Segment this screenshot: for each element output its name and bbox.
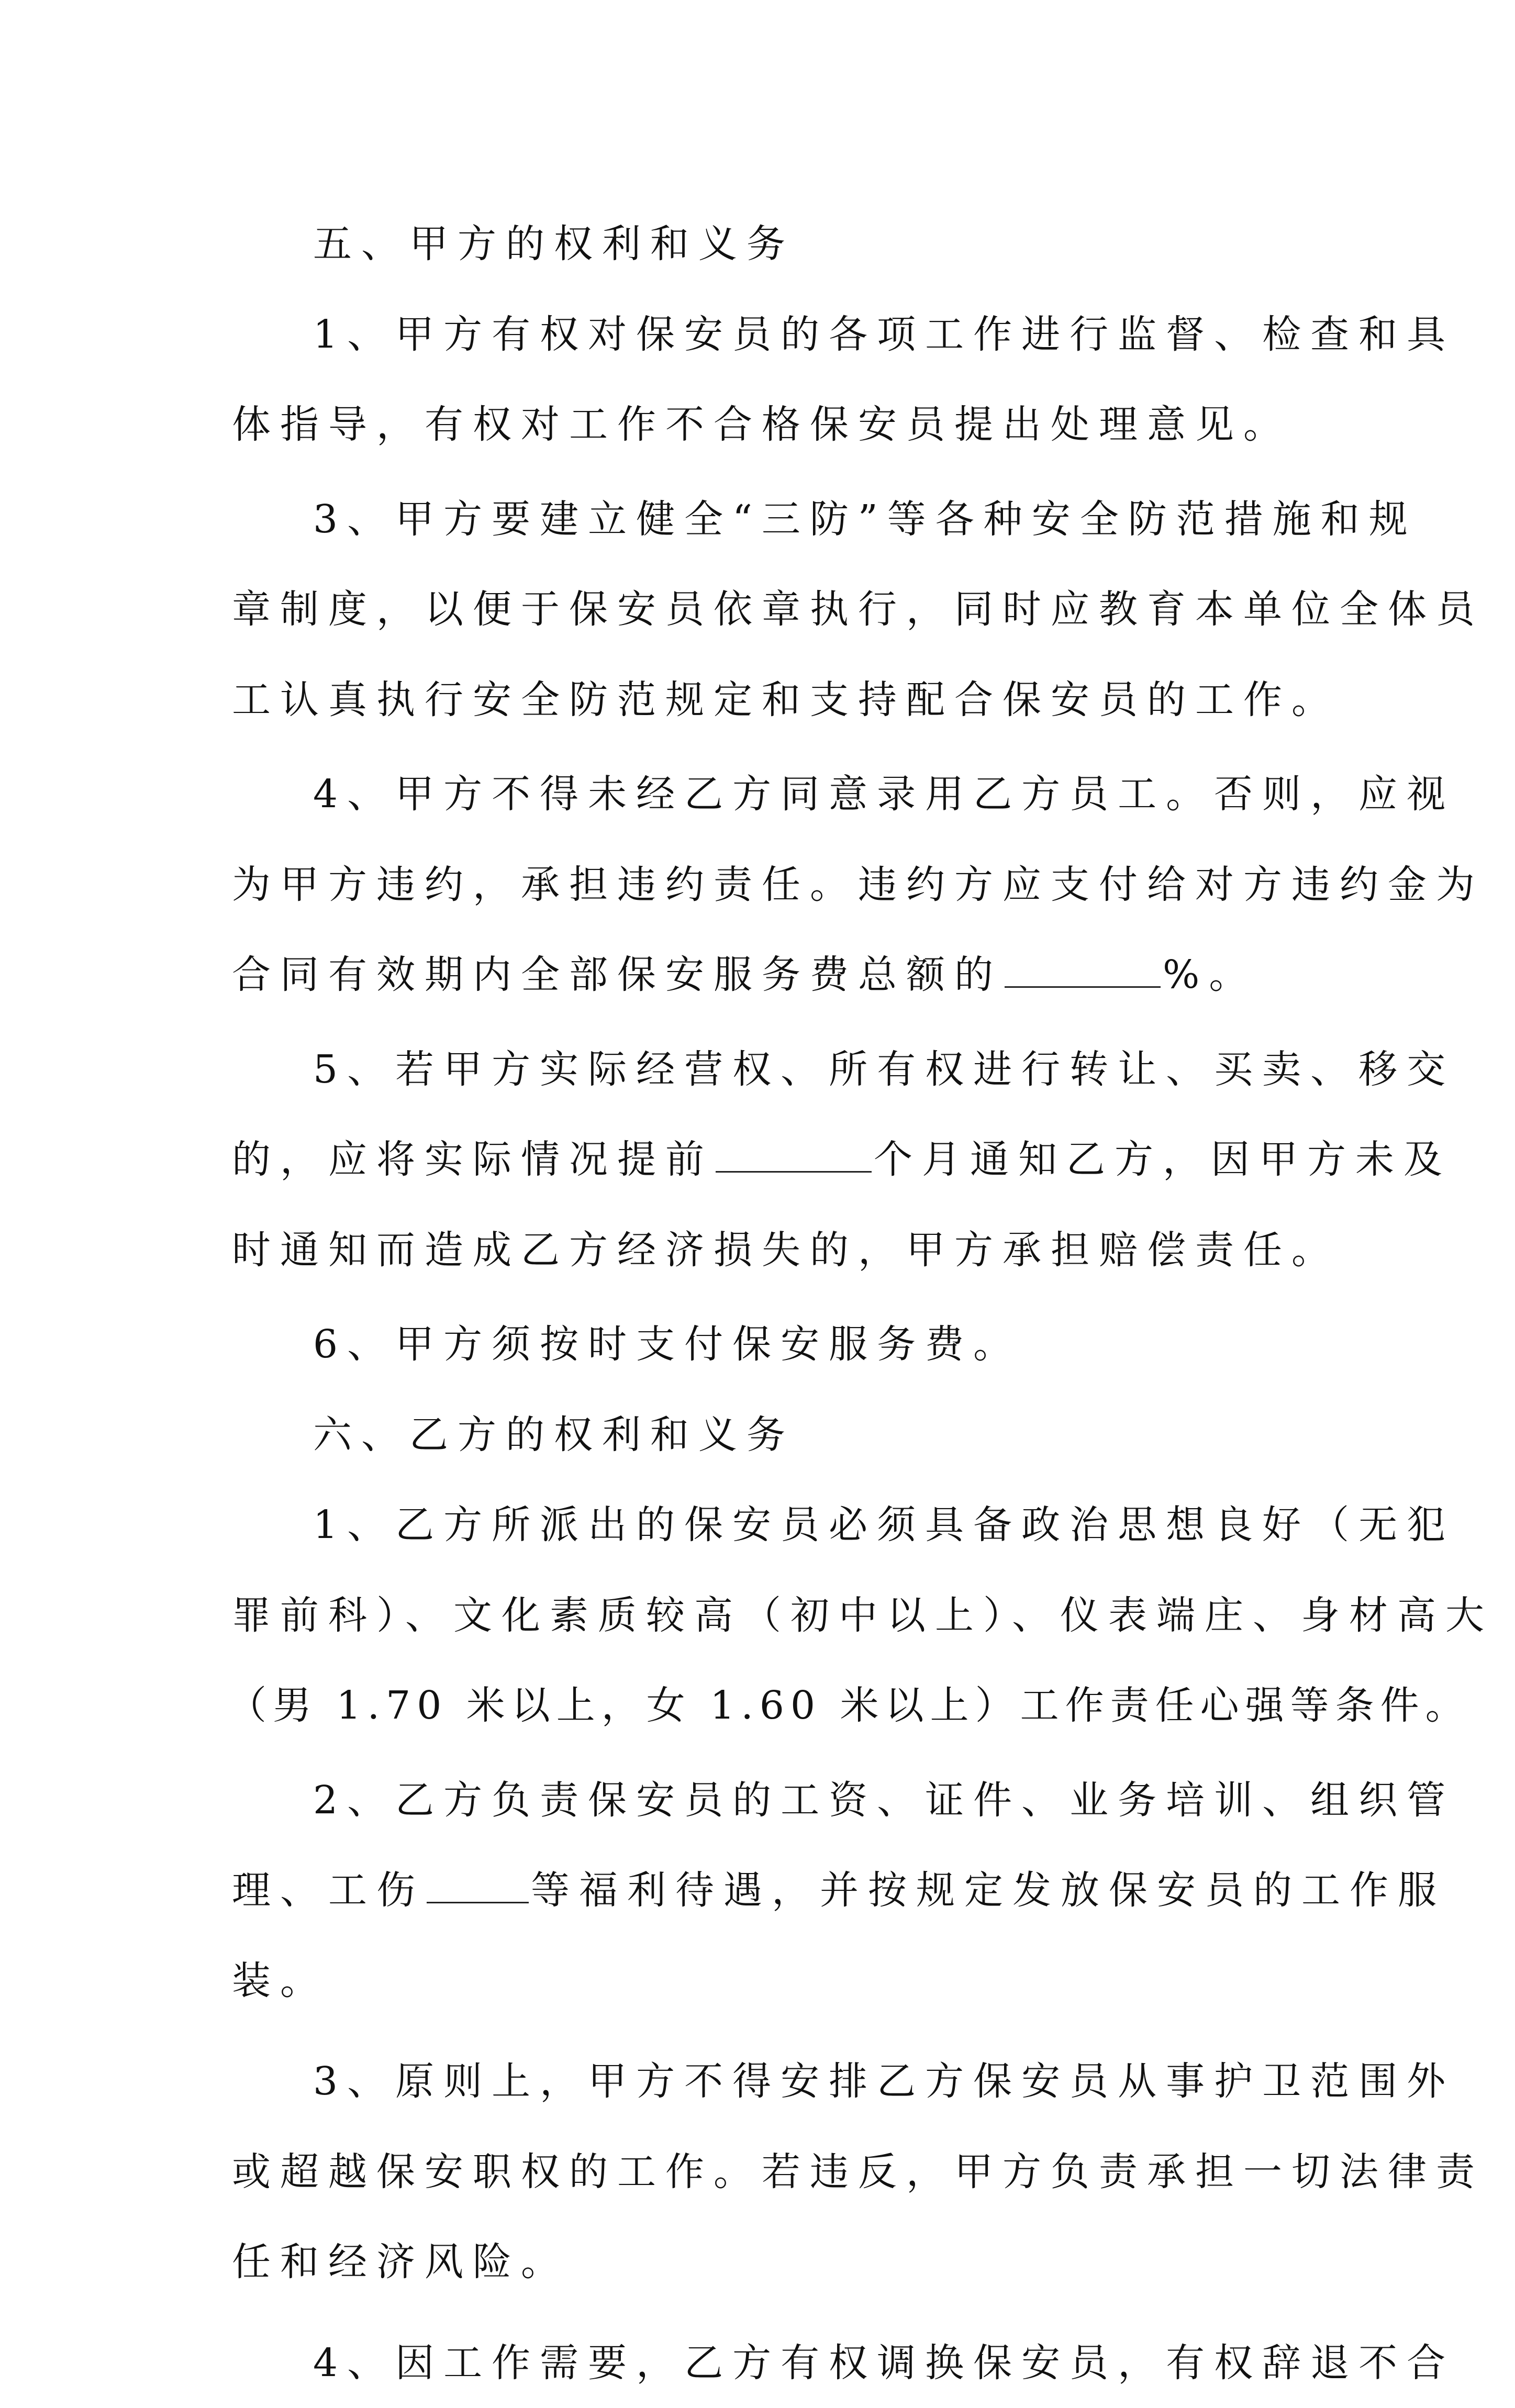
- paragraph-gap: [232, 1751, 1285, 1755]
- clause-5-3-line-3: 工认真执行安全防范规定和支持配合保安员的工作。: [232, 655, 1285, 745]
- paragraph-gap: [232, 1295, 1285, 1299]
- clause-6-1-line-3: （男 1.70 米以上，女 1.60 米以上）工作责任心强等条件。: [228, 1660, 1285, 1751]
- penalty-percentage-blank: [1005, 949, 1161, 988]
- clause-5-5-line-2: [232, 1114, 1285, 1205]
- clause-5-3-line-2: 章制度，以便于保安员依章执行，同时应教育本单位全体员: [232, 564, 1285, 655]
- clause-6-2-line-1: 2、乙方负责保安员的工资、证件、业务培训、组织管: [232, 1755, 1285, 1846]
- paragraph-gap: [232, 2026, 1285, 2036]
- injury-insurance-blank: [427, 1864, 529, 1903]
- clause-5-4-line-3: [232, 930, 1285, 1020]
- clause-6-4-line-1: 4、因工作需要，乙方有权调换保安员，有权辞退不合: [232, 2318, 1285, 2408]
- notice-months-blank: [716, 1133, 872, 1173]
- clause-5-4-line-2: 为甲方违约，承担违约责任。违约方应支付给对方违约金为: [232, 840, 1285, 930]
- paragraph-gap: [232, 1020, 1285, 1024]
- clause-6-2-line-3: 装。: [232, 1936, 1285, 2026]
- clause-6-3-line-2: 或超越保安职权的工作。若违反，甲方负责承担一切法律责: [232, 2127, 1285, 2217]
- clause-6-1-line-1: 1、乙方所派出的保安员必须具备政治思想良好（无犯: [232, 1480, 1285, 1570]
- section-heading-rights-party-a: 五、甲方的权利和义务: [232, 199, 1285, 289]
- clause-5-3-line-1: 3、甲方要建立健全“三防”等各种安全防范措施和规: [232, 474, 1285, 565]
- clause-5-5-line-3: 时通知而造成乙方经济损失的，甲方承担赔偿责任。: [232, 1205, 1285, 1296]
- paragraph-gap: [232, 2307, 1285, 2318]
- clause-5-6-line-1: 6、甲方须按时支付保安服务费。: [232, 1299, 1285, 1390]
- clause-5-1-line-2: 体指导，有权对工作不合格保安员提出处理意见。: [232, 380, 1285, 470]
- clause-5-4-line-3-text: 合同有效期内全部保安服务费总额的: [232, 952, 1002, 997]
- section-heading-rights-party-b: 六、乙方的权利和义务: [232, 1390, 1285, 1480]
- clause-5-5-line-2-text: 的，应将实际情况提前: [232, 1137, 714, 1182]
- clause-6-3-line-3: 任和经济风险。: [232, 2217, 1285, 2307]
- clause-5-5-line-2-suffix: 个月通知乙方，因甲方未及: [874, 1137, 1452, 1182]
- paragraph-gap: [232, 470, 1285, 474]
- clause-5-4-line-3-suffix: %。: [1163, 952, 1257, 997]
- clause-6-2-line-2-suffix: 等福利待遇，并按规定发放保安员的工作服: [531, 1868, 1446, 1913]
- clause-6-2-line-2-text: 理、工伤: [232, 1868, 425, 1913]
- clause-6-1-line-2: 罪前科）、文化素质较高（初中以上）、仪表端庄、身材高大: [232, 1570, 1285, 1661]
- clause-5-4-line-1: 4、甲方不得未经乙方同意录用乙方员工。否则，应视: [232, 749, 1285, 840]
- clause-6-3-line-1: 3、原则上，甲方不得安排乙方保安员从事护卫范围外: [232, 2036, 1285, 2127]
- clause-6-2-line-2: [232, 1845, 1285, 1936]
- clause-5-5-line-1: 5、若甲方实际经营权、所有权进行转让、买卖、移交: [232, 1024, 1285, 1115]
- document-body: [232, 199, 1285, 2408]
- paragraph-gap: [232, 745, 1285, 749]
- clause-5-1-line-1: 1、甲方有权对保安员的各项工作进行监督、检查和具: [232, 289, 1285, 380]
